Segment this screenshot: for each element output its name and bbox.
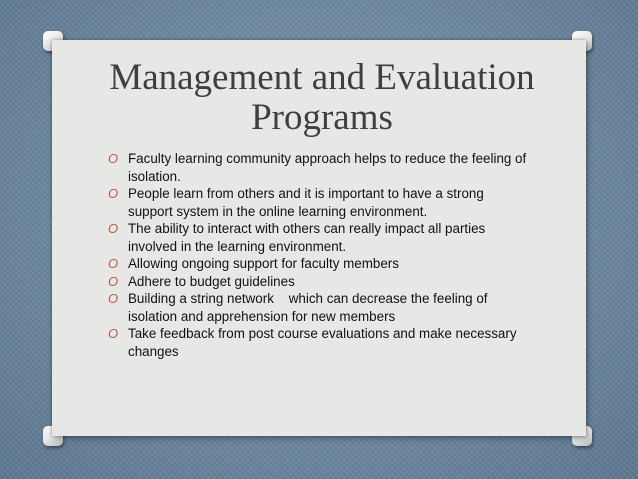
- bullet-marker-icon: O: [108, 273, 119, 289]
- bullet-item: [108, 255, 528, 273]
- bullet-text: Faculty learning community approach helps to reduce the feeling of isolation.: [128, 151, 527, 184]
- bullet-text: Adhere to budget guidelines: [128, 273, 295, 289]
- bullet-item: [108, 273, 528, 291]
- bullet-text: Allowing ongoing support for faculty members: [128, 256, 399, 271]
- bullet-marker-icon: O: [108, 291, 119, 306]
- bullet-item: [108, 150, 528, 185]
- bullet-text: Building a string network which can decrease the feeling of isolation and apprehension for new members: [128, 291, 492, 324]
- bullet-marker-icon: O: [108, 221, 119, 236]
- bullet-item: [108, 220, 528, 255]
- slide-card: [52, 40, 586, 436]
- bullet-marker-icon: O: [108, 326, 119, 341]
- bullet-item: [108, 290, 528, 325]
- bullet-marker-icon: O: [108, 186, 119, 201]
- slide-title: Management and Evaluation Programs: [109, 57, 535, 138]
- bullet-marker-icon: O: [108, 256, 119, 271]
- bullet-marker-icon: O: [108, 151, 119, 166]
- bullet-text: Take feedback from post course evaluations and make necessary changes: [128, 326, 517, 359]
- bullet-text: The ability to interact with others can really impact all parties involved in the learning environment.: [128, 221, 486, 254]
- bullet-text: People learn from others and it is important to have a strong support system in the online learning environment.: [128, 186, 484, 219]
- bullet-item: [108, 185, 528, 220]
- bullet-list: [108, 150, 528, 360]
- bullet-item: [108, 325, 528, 360]
